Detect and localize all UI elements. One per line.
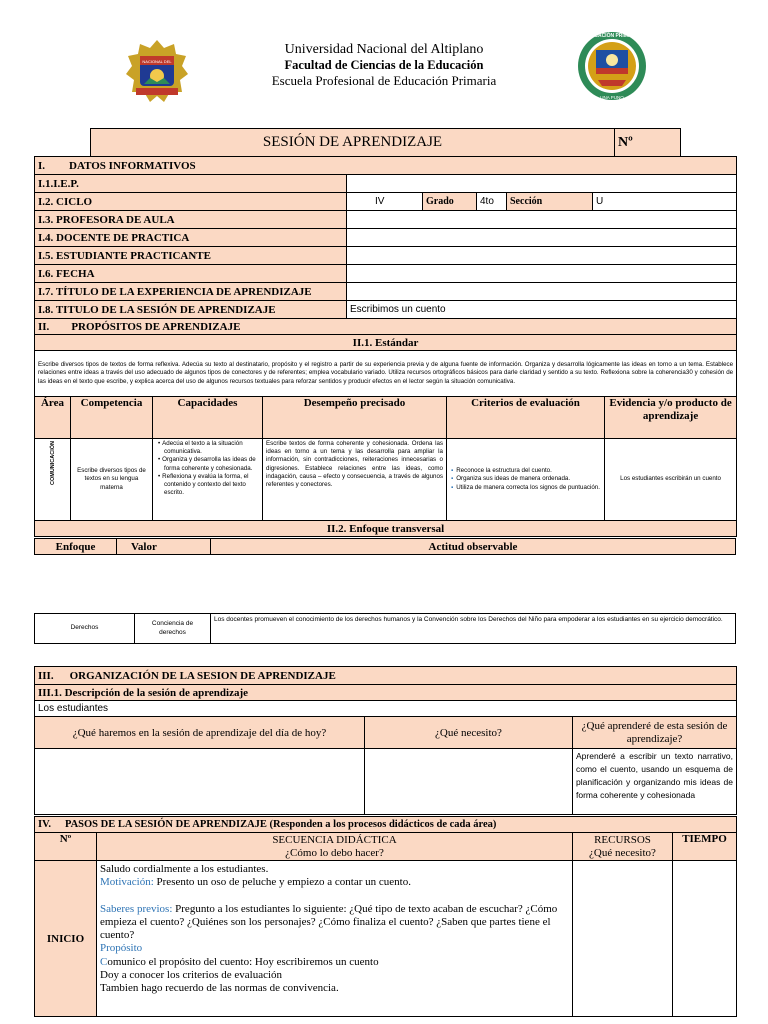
descripcion-heading: III.1. Descripción de la sesión de aprendizaje <box>35 685 737 701</box>
capacidad-item: • Organiza y desarrolla las ideas de forma coherente y cohesionada. <box>164 456 259 472</box>
propositos-table <box>34 318 737 537</box>
estudiante-value[interactable] <box>347 247 737 265</box>
session-number-label: Nº <box>615 129 681 157</box>
inicio-tiempo[interactable] <box>673 861 737 1017</box>
pasos-heading: IV. PASOS DE LA SESIÓN DE APRENDIZAJE (Responden a los procesos didácticos de cada área) <box>35 817 737 833</box>
answer-haremos[interactable] <box>35 749 365 815</box>
saberes-text: Pregunto a los estudiantes lo siguiente: ¿Qué tipo de texto acaban de escuchar? ¿Cómo empieza el cuento? ¿Quiénes son los personajes? ¿Cómo finaliza el cuento? ¿Saben que partes tiene el cuento? <box>100 902 558 942</box>
desempeno-value: Escribe textos de forma coherente y cohesionada. Ordena las ideas en torno a un tema y las desarrolla para ampliar la información, sin contradicciones, reiteraciones innecesarias o digresiones. Establece relaciones entre las ideas, como indagación, causa – efecto y consecuencia, a través de algunos referentes y conectores. <box>263 439 447 521</box>
university-name: Universidad Nacional del Altiplano <box>284 42 484 57</box>
criterio-item: ▪ Organiza sus ideas de manera ordenada. <box>459 475 601 483</box>
saberes-label: Saberes previos: <box>100 902 173 915</box>
right-logo-ring-bottom: UNA PUNO <box>600 95 624 100</box>
col-secuencia <box>97 833 573 861</box>
col-criterios: Criterios de evaluación <box>447 397 605 439</box>
col-secuencia-title: SECUENCIA DIDÁCTICA <box>272 833 397 846</box>
school-name: Escuela Profesional de Educación Primaria <box>271 73 497 88</box>
propositos-heading: II. PROPÓSITOS DE APRENDIZAJE <box>35 319 737 335</box>
title-table <box>90 128 681 157</box>
saludo-line: Saludo cordialmente a los estudiantes. <box>100 863 269 875</box>
proposito-line <box>100 956 569 969</box>
answer-aprendere: Aprenderé a escribir un texto narrativo, como el cuento, usando un esquema de planificación y organizando mis ideas de forma coherente y cohesionada <box>573 749 737 815</box>
seccion-value[interactable]: U <box>593 193 737 211</box>
datos-heading: I. DATOS INFORMATIVOS <box>35 157 737 175</box>
criterios-line: Doy a conocer los criterios de evaluación <box>100 969 283 982</box>
derechos-valor: Conciencia de derechos <box>135 614 211 644</box>
school-logo <box>574 28 650 104</box>
col-recursos-title: RECURSOS <box>594 833 651 846</box>
col-capacidades: Capacidades <box>153 397 263 439</box>
proposito-initial: C <box>100 955 108 968</box>
right-logo-ring-top: EDUCACIÓN PRIMARIA <box>583 33 641 39</box>
fecha-label: I.6. FECHA <box>35 265 347 283</box>
question-aprendere: ¿Qué aprenderé de esta sesión de aprendizaje? <box>573 717 737 749</box>
col-area: Área <box>35 397 71 439</box>
organizacion-table <box>34 666 737 815</box>
titulo-sesion-value[interactable]: Escribimos un cuento <box>347 301 737 319</box>
motivacion-text: Presento un oso de peluche y empiezo a contar un cuento. <box>153 876 411 889</box>
col-evidencia: Evidencia y/o producto de aprendizaje <box>605 397 737 439</box>
iep-value[interactable] <box>347 175 737 193</box>
faculty-name: Facultad de Ciencias de la Educación <box>284 58 484 72</box>
docente-label: I.4. DOCENTE DE PRACTICA <box>35 229 347 247</box>
left-logo-banner: NACIONAL DEL <box>142 59 172 64</box>
datos-informativos-table <box>34 156 737 319</box>
header-block <box>200 42 568 89</box>
enfoque-header-table <box>34 538 736 555</box>
criterios-cell <box>447 439 605 521</box>
enfoque-col: Enfoque <box>35 539 117 555</box>
col-tiempo: TIEMPO <box>673 833 737 861</box>
inicio-label: INICIO <box>35 861 97 1017</box>
capacidades-cell <box>153 439 263 521</box>
estudiante-label: I.5. ESTUDIANTE PRACTICANTE <box>35 247 347 265</box>
inicio-content <box>97 861 573 1017</box>
ciclo-label: I.2. CICLO <box>35 193 347 211</box>
answer-necesito[interactable] <box>365 749 573 815</box>
criterios-list <box>450 467 601 492</box>
organizacion-heading: III. ORGANIZACIÓN DE LA SESION DE APRENDIZAJE <box>35 667 737 685</box>
university-logo <box>124 38 190 104</box>
ciclo-value[interactable]: IV <box>347 193 423 211</box>
question-necesito: ¿Qué necesito? <box>365 717 573 749</box>
criterio-item: ▪ Reconoce la estructura del cuento. <box>459 467 601 475</box>
transversal-heading: II.2. Enfoque transversal <box>35 521 737 537</box>
docente-value[interactable] <box>347 229 737 247</box>
question-haremos: ¿Qué haremos en la sesión de aprendizaje del día de hoy? <box>35 717 365 749</box>
competencia-value: Escribe diversos tipos de textos en su lengua materna <box>71 439 153 521</box>
area-cell <box>35 439 71 521</box>
criterio-item: ▪ Utiliza de manera correcta los signos de puntuación. <box>459 484 601 492</box>
estandar-text: Escribe diversos tipos de textos de forma reflexiva. Adecúa su texto al destinatario, propósito y el registro a partir de su experiencia previa y de alguna fuente de información. Organiza y desarrolla lógicamente las ideas en torno a un tema. Establece relaciones entre ideas a través del uso adecuado de algunos tipos de conectores y de referentes; emplea vocabulario variado. Utiliza recursos ortográficos básicos para darle claridad y sentido a su texto. Reflexiona sobre la coherencia30 y cohesión de las ideas en el texto que escribe, y explica acerca del uso de algunos recursos textuales para reforzar sentidos y producir efectos en el lector según la situación comunicativa. <box>35 351 737 397</box>
col-recursos-subtitle: ¿Qué necesito? <box>589 846 656 859</box>
saberes-line <box>100 903 569 943</box>
derechos-enfoque: Derechos <box>35 614 135 644</box>
profesora-label: I.3. PROFESORA DE AULA <box>35 211 347 229</box>
motivacion-label: Motivación: <box>100 876 154 889</box>
titulo-experiencia-label: I.7. TÍTULO DE LA EXPERIENCIA DE APRENDIZAJE <box>35 283 347 301</box>
col-numero: Nº <box>35 833 97 861</box>
descripcion-value[interactable]: Los estudiantes <box>35 701 737 717</box>
pasos-table <box>34 816 737 1017</box>
valor-col: Valor <box>117 539 211 555</box>
proposito-label: Propósito <box>100 942 143 955</box>
col-desempeno: Desempeño precisado <box>263 397 447 439</box>
estandar-heading: II.1. Estándar <box>35 335 737 351</box>
iep-label: I.1.I.E.P. <box>35 175 347 193</box>
derechos-actitud: Los docentes promueven el conocimiento de los derechos humanos y la Convención sobre los Derechos del Niño para empoderar a los estudiantes en su ejercicio democrático. <box>211 614 736 644</box>
derechos-table <box>34 613 736 644</box>
capacidad-item: • Adecúa el texto a la situación comunicativa. <box>164 440 259 456</box>
fecha-value[interactable] <box>347 265 737 283</box>
area-value: COMUNICACIÓN <box>49 440 56 485</box>
grado-value[interactable]: 4to <box>477 193 507 211</box>
seccion-label: Sección <box>507 193 593 211</box>
proposito-text: omunico el propósito del cuento: Hoy escribiremos un cuento <box>107 955 379 968</box>
titulo-experiencia-value[interactable] <box>347 283 737 301</box>
col-secuencia-subtitle: ¿Cómo lo debo hacer? <box>285 846 384 859</box>
normas-line: Tambien hago recuerdo de las normas de convivencia. <box>100 982 339 995</box>
titulo-sesion-label: I.8. TITULO DE LA SESIÓN DE APRENDIZAJE <box>35 301 347 319</box>
capacidades-list <box>156 440 259 497</box>
col-recursos <box>573 833 673 861</box>
evidencia-value: Los estudiantes escribirán un cuento <box>605 439 737 521</box>
col-competencia: Competencia <box>71 397 153 439</box>
actitud-col: Actitud observable <box>211 539 736 555</box>
motivacion-line <box>100 876 569 889</box>
profesora-value[interactable] <box>347 211 737 229</box>
grado-label: Grado <box>423 193 477 211</box>
inicio-recursos[interactable] <box>573 861 673 1017</box>
session-title: SESIÓN DE APRENDIZAJE <box>91 129 615 157</box>
capacidad-item: • Reflexiona y evalúa la forma, el contenido y contexto del texto escrito. <box>164 473 259 498</box>
